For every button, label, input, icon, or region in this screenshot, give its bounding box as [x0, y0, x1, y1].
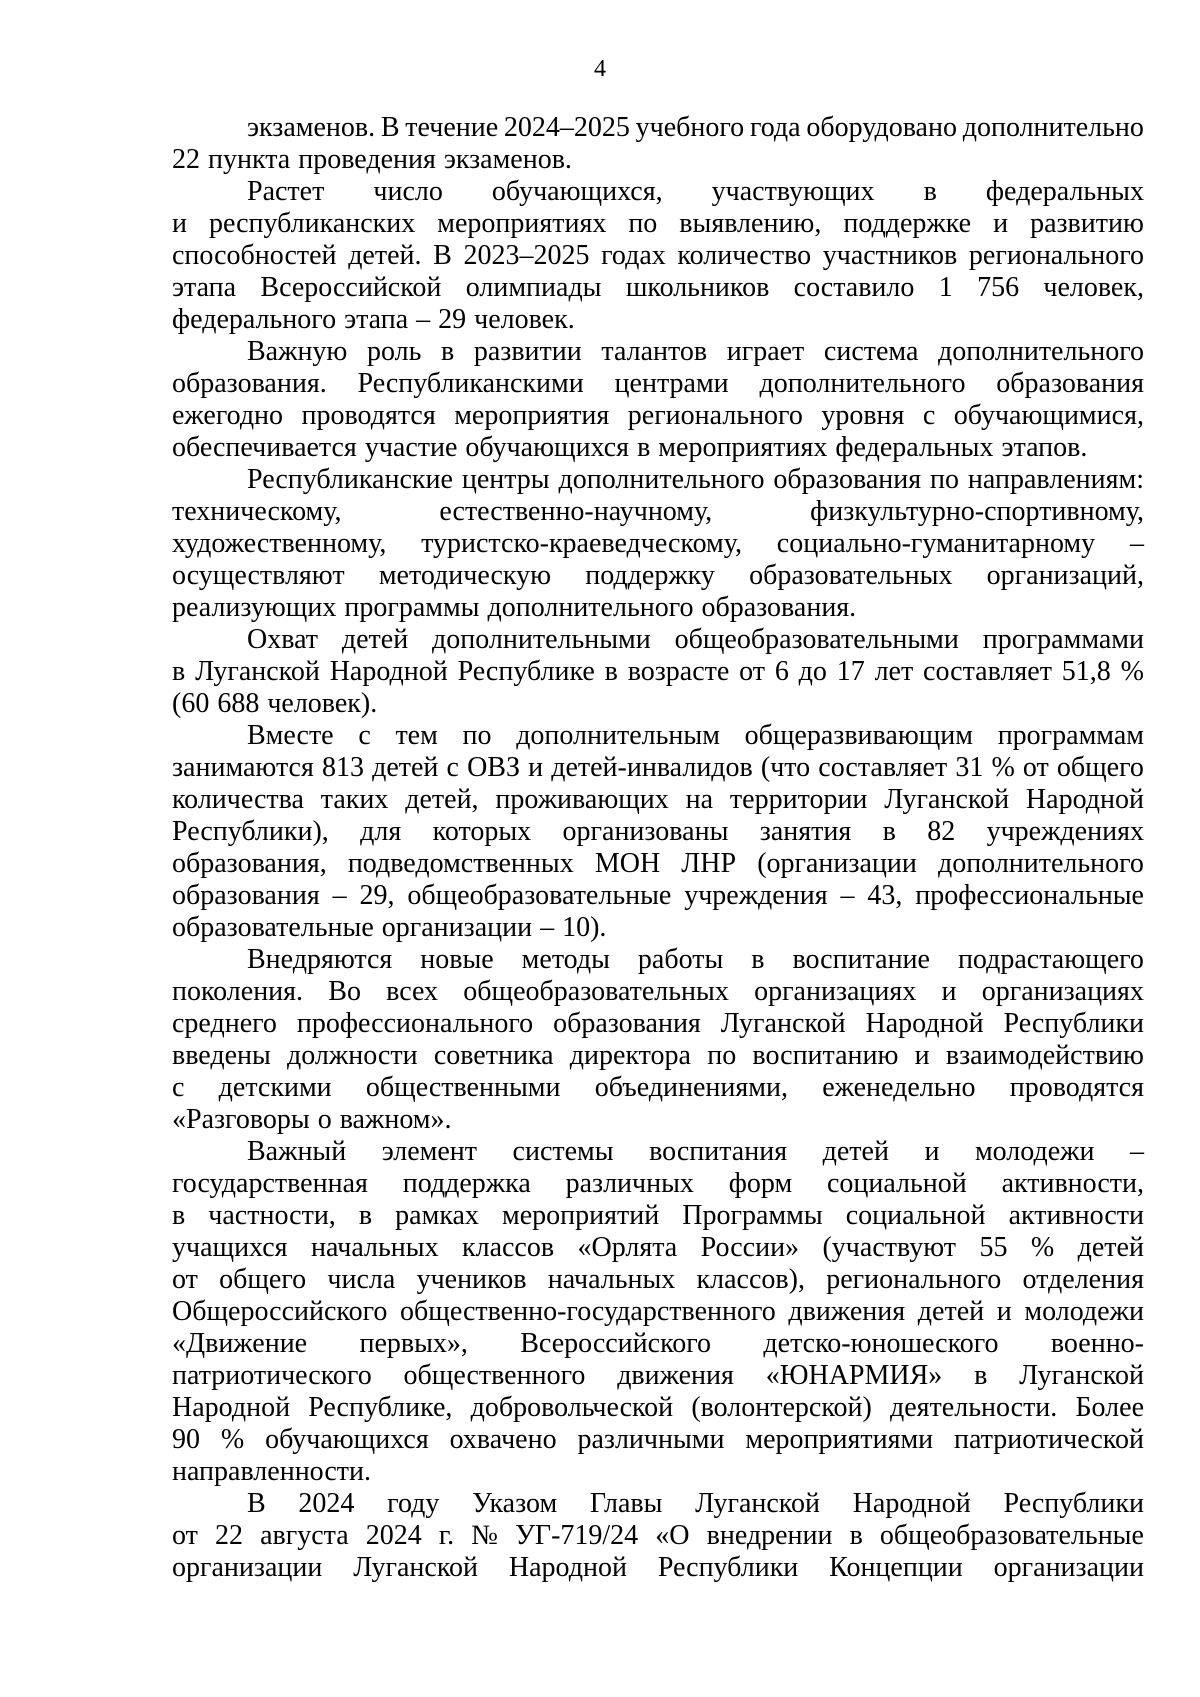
paragraph	[172, 1136, 1144, 1488]
text-line: государственная поддержка различных форм социальной активности,	[172, 1168, 1144, 1199]
text-line: патриотического общественного движения «ЮНАРМИЯ» в Луганской	[172, 1360, 1144, 1391]
text-line: 22 пункта проведения экзаменов.	[172, 144, 572, 175]
text-line: количества таких детей, проживающих на территории Луганской Народной	[172, 784, 1144, 815]
text-line: от общего числа учеников начальных классов), регионального отделения	[172, 1264, 1144, 1295]
text-line: в Луганской Народной Республике в возрасте от 6 до 17 лет составляет 51,8 %	[172, 656, 1144, 687]
paragraph	[172, 944, 1144, 1136]
text-line: в частности, в рамках мероприятий Программы социальной активности	[172, 1200, 1144, 1231]
text-line: Охват детей дополнительными общеобразовательными программами	[247, 624, 1144, 655]
text-line: 90 % обучающихся охвачено различными мероприятиями патриотической	[172, 1424, 1144, 1455]
paragraph	[172, 176, 1144, 336]
text-line: реализующих программы дополнительного образования.	[172, 592, 857, 623]
text-line: и республиканских мероприятиях по выявлению, поддержке и развитию	[172, 208, 1144, 239]
text-line: Республики), для которых организованы занятия в 82 учреждениях	[172, 816, 1144, 847]
text-line: художественному, туристско-краеведческому, социально-гуманитарному –	[172, 528, 1144, 559]
paragraph	[172, 720, 1144, 944]
text-line: осуществляют методическую поддержку образовательных организаций,	[172, 560, 1144, 591]
text-line: Важную роль в развитии талантов играет система дополнительного	[247, 336, 1144, 367]
text-line: «Разговоры о важном».	[172, 1104, 452, 1135]
text-line: Внедряются новые методы работы в воспитание подрастающего	[247, 944, 1144, 975]
text-line: Республиканские центры дополнительного образования по направлениям:	[247, 464, 1144, 495]
paragraph	[172, 112, 1144, 176]
text-line: федерального этапа – 29 человек.	[172, 304, 575, 335]
text-line: экзаменов. В течение 2024–2025 учебного года оборудовано дополнительно	[247, 112, 1144, 143]
text-line: с детскими общественными объединениями, еженедельно проводятся	[172, 1072, 1144, 1103]
text-line: образования – 29, общеобразовательные учреждения – 43, профессиональные	[172, 880, 1144, 911]
text-line: (60 688 человек).	[172, 688, 378, 719]
paragraph	[172, 1488, 1144, 1584]
text-line: техническому, естественно-научному, физкультурно-спортивному,	[172, 496, 1144, 527]
text-line: Народной Республике, добровольческой (волонтерской) деятельности. Более	[172, 1392, 1144, 1423]
document-body	[172, 112, 1144, 1584]
text-line: введены должности советника директора по воспитанию и взаимодействию	[172, 1040, 1144, 1071]
text-line: обеспечивается участие обучающихся в мероприятиях федеральных этапов.	[172, 432, 1088, 463]
text-line: образования. Республиканскими центрами дополнительного образования	[172, 368, 1144, 399]
text-line: способностей детей. В 2023–2025 годах количество участников регионального	[172, 240, 1144, 271]
text-line: Общероссийского общественно-государственного движения детей и молодежи	[172, 1296, 1144, 1327]
text-line: среднего профессионального образования Луганской Народной Республики	[172, 1008, 1144, 1039]
text-line: Растет число обучающихся, участвующих в федеральных	[247, 176, 1144, 207]
paragraph	[172, 336, 1144, 464]
text-line: Важный элемент системы воспитания детей и молодежи –	[247, 1136, 1144, 1167]
paragraph	[172, 464, 1144, 624]
page-number: 4	[594, 56, 606, 82]
text-line: В 2024 году Указом Главы Луганской Народной Республики	[247, 1488, 1144, 1519]
text-line: от 22 августа 2024 г. № УГ-719/24 «О внедрении в общеобразовательные	[172, 1520, 1144, 1551]
text-line: организации Луганской Народной Республики Концепции организации	[172, 1552, 1144, 1583]
text-line: «Движение первых», Всероссийского детско-юношеского военно-	[172, 1328, 1144, 1359]
text-line: образовательные организации – 10).	[172, 912, 607, 943]
text-line: поколения. Во всех общеобразовательных организациях и организациях	[172, 976, 1144, 1007]
text-line: Вместе с тем по дополнительным общеразвивающим программам	[247, 720, 1144, 751]
text-line: занимаются 813 детей с ОВЗ и детей-инвалидов (что составляет 31 % от общего	[172, 752, 1144, 783]
text-line: направленности.	[172, 1456, 372, 1487]
text-line: образования, подведомственных МОН ЛНР (организации дополнительного	[172, 848, 1144, 879]
text-line: этапа Всероссийской олимпиады школьников составило 1 756 человек,	[172, 272, 1144, 303]
paragraph	[172, 624, 1144, 720]
text-line: ежегодно проводятся мероприятия регионального уровня с обучающимися,	[172, 400, 1144, 431]
text-line: учащихся начальных классов «Орлята России» (участвуют 55 % детей	[172, 1232, 1144, 1263]
